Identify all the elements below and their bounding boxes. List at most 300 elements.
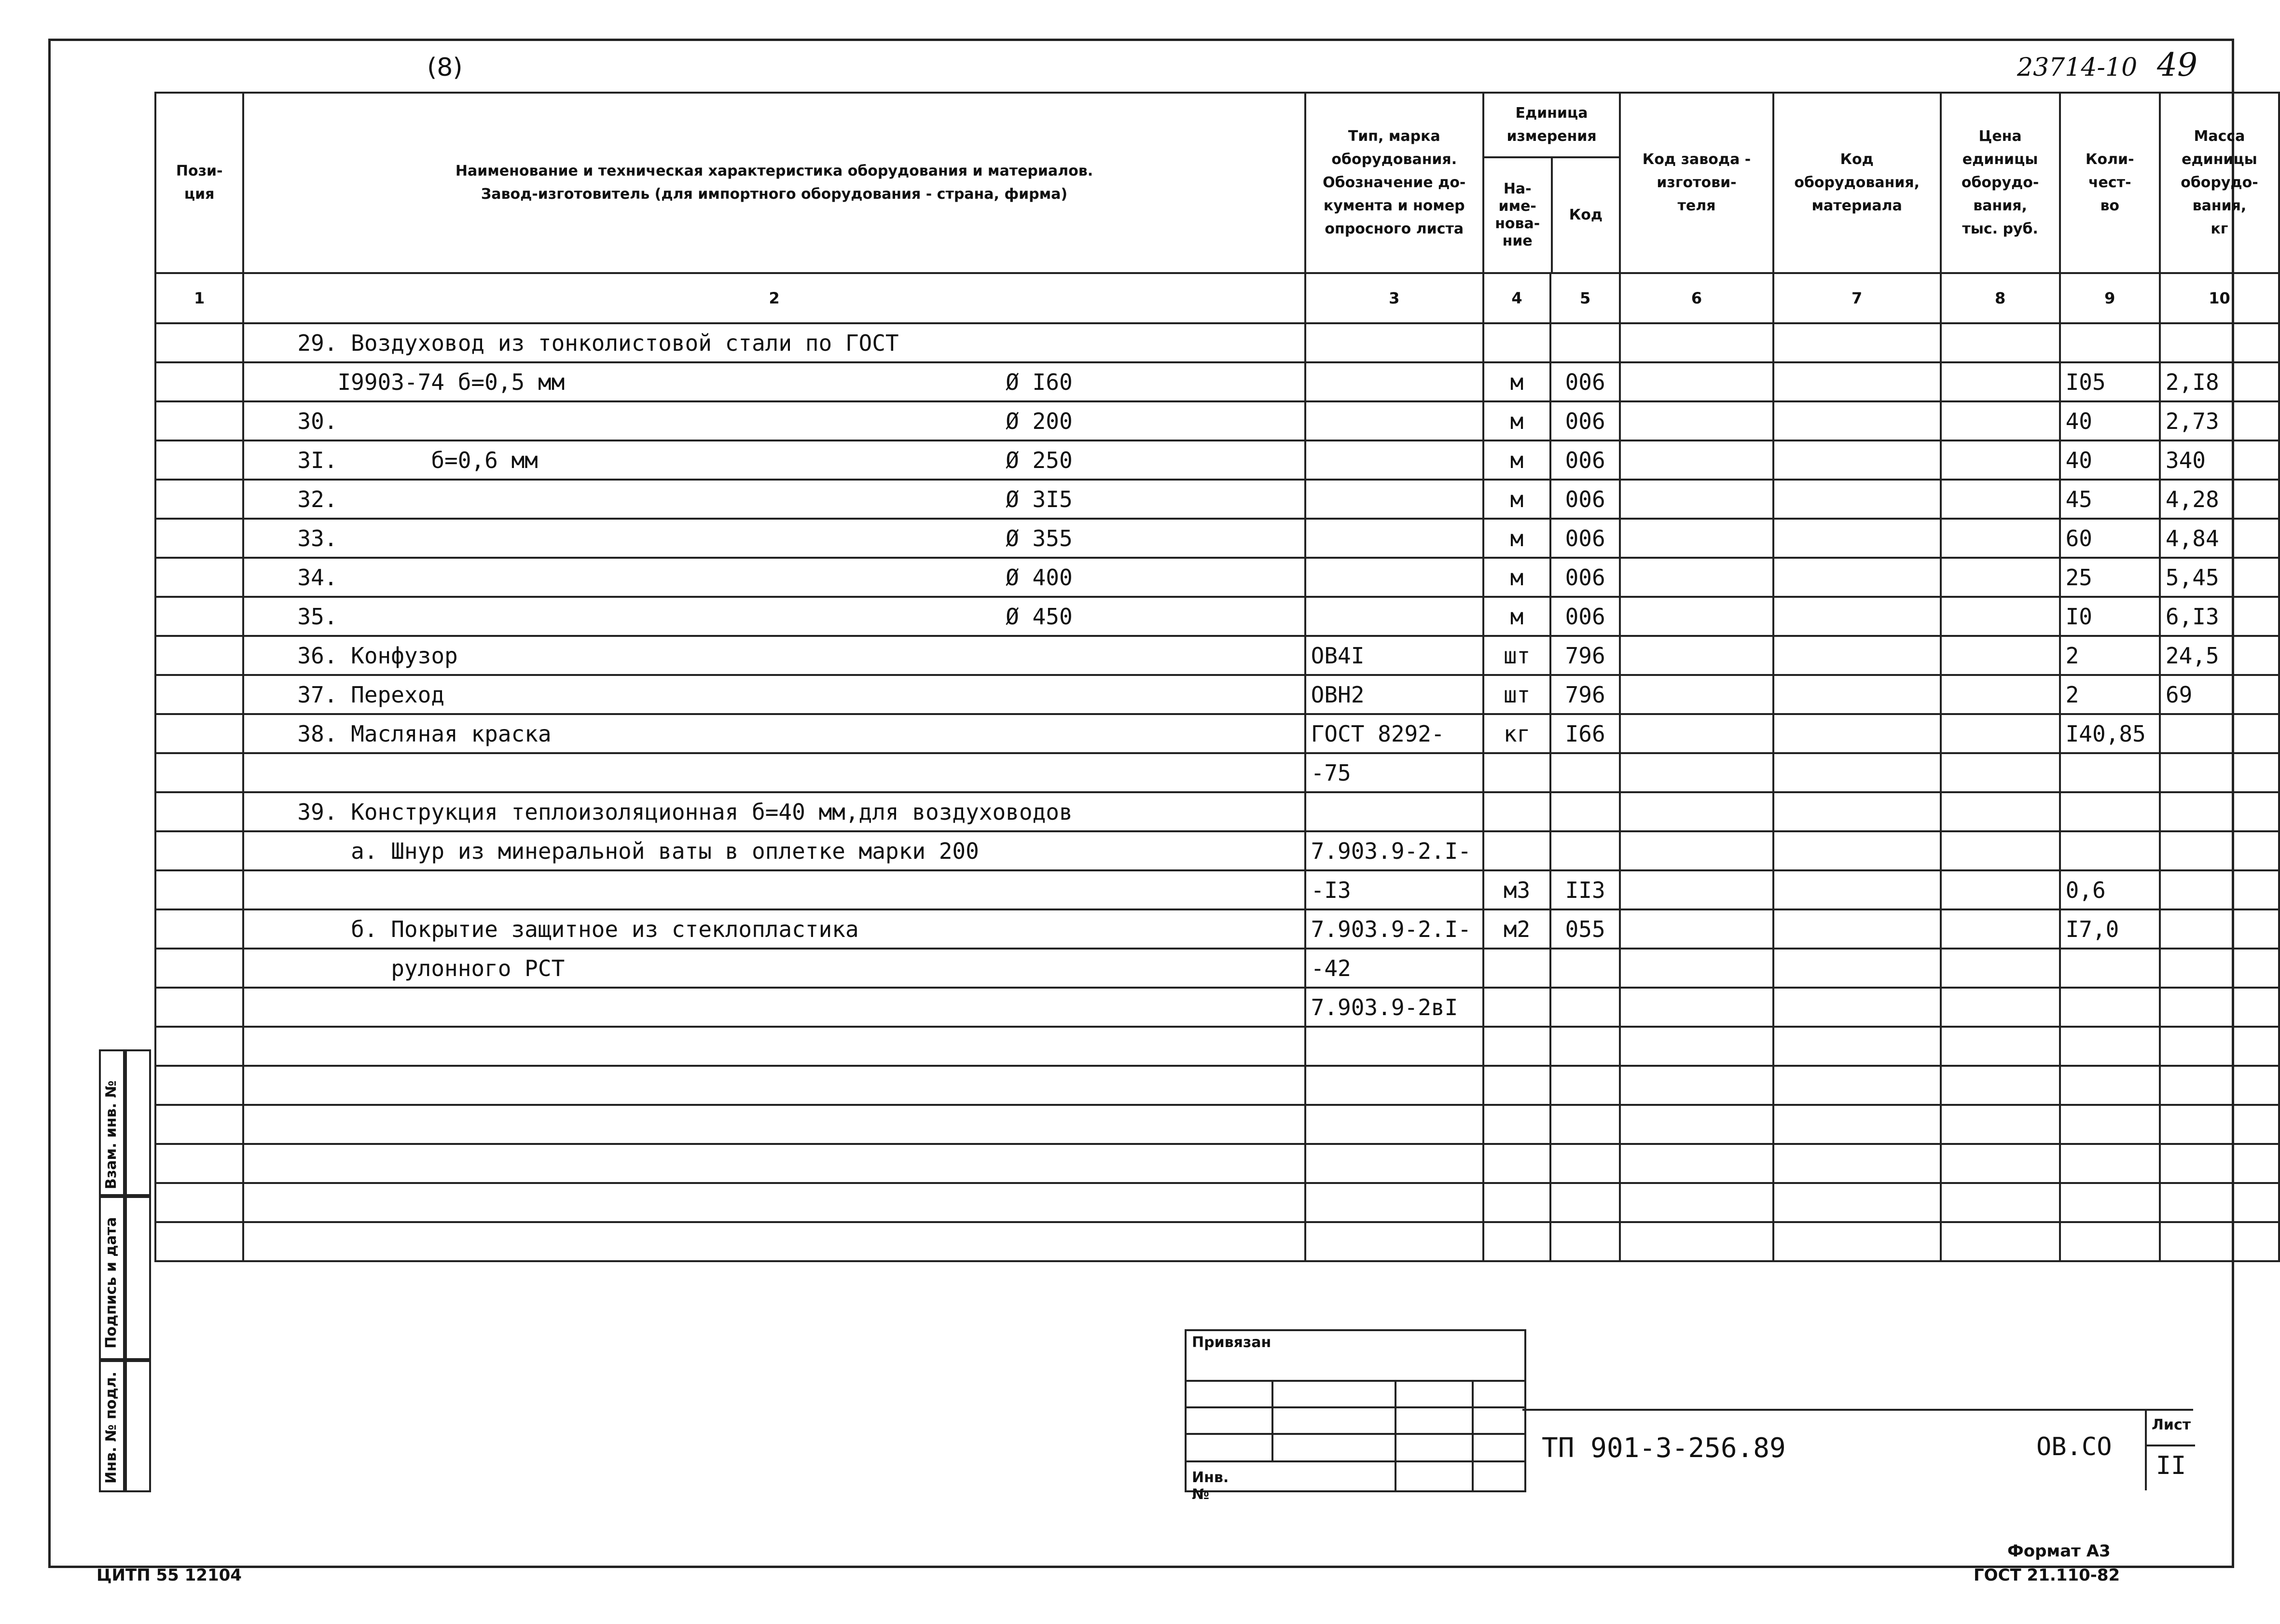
row-type-mark (1305, 1144, 1483, 1183)
header-equipment-code: Код оборудования, материала (1773, 93, 1941, 273)
row-description (243, 636, 1305, 675)
row-equipment-code (1773, 362, 1941, 401)
row-factory-code (1620, 988, 1773, 1027)
header-price: Цена единицы оборудо- вания, тыс. руб. (1941, 93, 2060, 273)
row-price (1941, 831, 2060, 870)
row-quantity: 25 (2060, 558, 2160, 597)
row-type-mark (1305, 362, 1483, 401)
row-mass (2160, 870, 2279, 909)
row-equipment-code (1773, 401, 1941, 440)
row-factory-code (1620, 519, 1773, 558)
row-mass: 2,73 (2160, 401, 2279, 440)
row-type-mark (1305, 1222, 1483, 1261)
row-description-text: 30. (297, 408, 338, 434)
row-unit-name (1483, 988, 1550, 1027)
row-price (1941, 870, 2060, 909)
column-number: 5 (1550, 273, 1620, 323)
row-unit-name (1483, 1066, 1550, 1105)
column-number: 3 (1305, 273, 1483, 323)
table-row (155, 870, 2279, 909)
row-type-mark: ГОСТ 8292- (1305, 714, 1483, 753)
row-mass (2160, 714, 2279, 753)
row-description (243, 792, 1305, 831)
row-factory-code (1620, 323, 1773, 362)
header-position: Пози- ция (155, 93, 243, 273)
row-factory-code (1620, 480, 1773, 519)
sheet-mark: ОВ.СО (2036, 1432, 2112, 1461)
page-number-handwritten: 49 (2157, 46, 2197, 83)
row-unit-name: шт (1483, 675, 1550, 714)
row-type-mark: 7.903.9-2.I- (1305, 831, 1483, 870)
row-mass: 340 (2160, 440, 2279, 480)
table-row (155, 675, 2279, 714)
row-quantity (2060, 1066, 2160, 1105)
row-equipment-code (1773, 909, 1941, 949)
row-type-mark: -42 (1305, 949, 1483, 988)
sheet-value: II (2147, 1445, 2195, 1480)
row-unit-name (1483, 949, 1550, 988)
row-type-mark (1305, 792, 1483, 831)
row-price (1941, 1027, 2060, 1066)
row-diameter: Ø 400 (1006, 564, 1073, 591)
row-factory-code (1620, 753, 1773, 792)
row-unit-name: м2 (1483, 909, 1550, 949)
row-unit-name (1483, 323, 1550, 362)
stamp-bound-label: Привязан (1192, 1334, 1271, 1351)
header-row (155, 93, 2279, 273)
row-mass: 69 (2160, 675, 2279, 714)
row-equipment-code (1773, 753, 1941, 792)
header-unit-code: Код (1569, 206, 1603, 223)
table-row (155, 1183, 2279, 1222)
row-mass (2160, 753, 2279, 792)
row-description (243, 519, 1305, 558)
table-row (155, 597, 2279, 636)
row-type-mark (1305, 401, 1483, 440)
row-factory-code (1620, 675, 1773, 714)
row-description-text: 33. (297, 525, 338, 551)
table-row (155, 1027, 2279, 1066)
row-equipment-code (1773, 1105, 1941, 1144)
row-mass (2160, 988, 2279, 1027)
row-mass: 5,45 (2160, 558, 2279, 597)
row-unit-code: 006 (1550, 558, 1620, 597)
row-unit-code (1550, 792, 1620, 831)
row-unit-name (1483, 1183, 1550, 1222)
row-price (1941, 440, 2060, 480)
row-unit-code: 006 (1550, 597, 1620, 636)
column-number: 1 (155, 273, 243, 323)
column-number: 8 (1941, 273, 2060, 323)
row-mass: 2,I8 (2160, 362, 2279, 401)
row-diameter (1073, 916, 1299, 942)
row-factory-code (1620, 1066, 1773, 1105)
row-unit-name: м (1483, 362, 1550, 401)
row-equipment-code (1773, 714, 1941, 753)
row-equipment-code (1773, 323, 1941, 362)
row-equipment-code (1773, 1222, 1941, 1261)
row-description (243, 440, 1305, 480)
row-quantity: 0,6 (2060, 870, 2160, 909)
table-row (155, 558, 2279, 597)
row-diameter: Ø I60 (1006, 369, 1073, 395)
row-equipment-code (1773, 870, 1941, 909)
row-factory-code (1620, 1222, 1773, 1261)
row-price (1941, 949, 2060, 988)
row-price (1941, 675, 2060, 714)
side-label-replaced-inv: Взам. инв. № (103, 1080, 120, 1189)
row-factory-code (1620, 1105, 1773, 1144)
header-mass: Масса единицы оборудо- вания, кг (2160, 93, 2279, 273)
row-position (155, 323, 243, 362)
row-unit-code: I66 (1550, 714, 1620, 753)
table-row (155, 988, 2279, 1027)
row-equipment-code (1773, 1183, 1941, 1222)
side-stamp-strip (99, 1049, 157, 1488)
row-quantity (2060, 753, 2160, 792)
stamp-inv-label: Инв. № (1192, 1469, 1229, 1503)
row-diameter: Ø 250 (1006, 447, 1073, 473)
row-description (243, 558, 1305, 597)
row-equipment-code (1773, 440, 1941, 480)
table-row (155, 519, 2279, 558)
row-type-mark (1305, 1027, 1483, 1066)
row-unit-name (1483, 1144, 1550, 1183)
row-description (243, 1183, 1305, 1222)
row-price (1941, 988, 2060, 1027)
row-description-text: 38. Масляная краска (297, 720, 552, 747)
row-description (243, 870, 1305, 909)
row-mass: 6,I3 (2160, 597, 2279, 636)
table-row (155, 831, 2279, 870)
row-position (155, 988, 243, 1027)
row-unit-code: II3 (1550, 870, 1620, 909)
row-unit-name: шт (1483, 636, 1550, 675)
row-diameter (1073, 955, 1299, 981)
row-type-mark: -75 (1305, 753, 1483, 792)
row-description (243, 675, 1305, 714)
row-position (155, 870, 243, 909)
row-unit-code: 006 (1550, 440, 1620, 480)
row-position (155, 1222, 243, 1261)
row-diameter (1073, 838, 1299, 864)
row-diameter: Ø 355 (1006, 525, 1073, 551)
row-mass (2160, 831, 2279, 870)
row-unit-name (1483, 753, 1550, 792)
row-unit-code: 796 (1550, 675, 1620, 714)
side-label-orig-inv: Инв. № подл. (103, 1371, 120, 1484)
row-quantity (2060, 1105, 2160, 1144)
row-type-mark: 7.903.9-2.I- (1305, 909, 1483, 949)
row-type-mark: -I3 (1305, 870, 1483, 909)
row-mass (2160, 949, 2279, 988)
row-diameter: Ø 450 (1006, 603, 1073, 630)
row-unit-code (1550, 988, 1620, 1027)
row-type-mark (1305, 519, 1483, 558)
row-price (1941, 714, 2060, 753)
table-row (155, 1066, 2279, 1105)
column-number: 6 (1620, 273, 1773, 323)
row-unit-code: 055 (1550, 909, 1620, 949)
row-equipment-code (1773, 949, 1941, 988)
row-description-text: 3I. б=0,6 мм (297, 447, 538, 473)
row-price (1941, 323, 2060, 362)
row-position (155, 714, 243, 753)
row-unit-name: м (1483, 597, 1550, 636)
row-position (155, 792, 243, 831)
row-unit-code: 006 (1550, 519, 1620, 558)
row-description (243, 1144, 1305, 1183)
row-price (1941, 1144, 2060, 1183)
row-quantity (2060, 1027, 2160, 1066)
row-factory-code (1620, 831, 1773, 870)
row-equipment-code (1773, 519, 1941, 558)
sheet-label: Лист (2152, 1417, 2191, 1433)
row-factory-code (1620, 1027, 1773, 1066)
row-description (243, 323, 1305, 362)
row-quantity (2060, 831, 2160, 870)
row-quantity: 40 (2060, 401, 2160, 440)
row-mass: 24,5 (2160, 636, 2279, 675)
row-quantity: I0 (2060, 597, 2160, 636)
header-quantity: Коли- чест- во (2060, 93, 2160, 273)
column-number: 2 (243, 273, 1305, 323)
row-mass (2160, 1027, 2279, 1066)
row-unit-name (1483, 1105, 1550, 1144)
row-factory-code (1620, 597, 1773, 636)
row-position (155, 519, 243, 558)
table-row (155, 1222, 2279, 1261)
header-unit-name: На- име- нова- ние (1495, 180, 1540, 249)
table-row (155, 909, 2279, 949)
row-type-mark (1305, 597, 1483, 636)
row-factory-code (1620, 1183, 1773, 1222)
row-quantity: 40 (2060, 440, 2160, 480)
sheet-number-box (2145, 1411, 2195, 1490)
row-position (155, 1183, 243, 1222)
row-description (243, 1105, 1305, 1144)
row-equipment-code (1773, 1027, 1941, 1066)
row-position (155, 831, 243, 870)
row-price (1941, 362, 2060, 401)
row-position (155, 1144, 243, 1183)
specification-table (154, 92, 2280, 1262)
row-position (155, 480, 243, 519)
row-description (243, 949, 1305, 988)
row-type-mark (1305, 1066, 1483, 1105)
row-diameter (1073, 721, 1299, 747)
row-equipment-code (1773, 1066, 1941, 1105)
row-diameter (1073, 682, 1299, 708)
row-equipment-code (1773, 480, 1941, 519)
row-mass: 4,84 (2160, 519, 2279, 558)
row-quantity: I7,0 (2060, 909, 2160, 949)
row-price (1941, 1105, 2060, 1144)
row-mass (2160, 792, 2279, 831)
row-diameter (1073, 799, 1299, 825)
row-description (243, 480, 1305, 519)
row-quantity (2060, 792, 2160, 831)
row-quantity: 45 (2060, 480, 2160, 519)
row-factory-code (1620, 909, 1773, 949)
row-type-mark (1305, 1183, 1483, 1222)
table-row (155, 440, 2279, 480)
row-factory-code (1620, 362, 1773, 401)
row-quantity (2060, 1183, 2160, 1222)
row-type-mark: ОВ4I (1305, 636, 1483, 675)
row-price (1941, 519, 2060, 558)
row-position (155, 440, 243, 480)
row-unit-code: 006 (1550, 480, 1620, 519)
row-unit-code (1550, 1222, 1620, 1261)
row-equipment-code (1773, 792, 1941, 831)
title-block (1522, 1409, 2193, 1490)
row-quantity (2060, 1222, 2160, 1261)
row-price (1941, 1183, 2060, 1222)
row-unit-code (1550, 1066, 1620, 1105)
row-mass (2160, 1105, 2279, 1144)
row-unit-name: м (1483, 558, 1550, 597)
row-unit-code (1550, 949, 1620, 988)
column-number: 4 (1483, 273, 1550, 323)
table-row (155, 949, 2279, 988)
row-description (243, 988, 1305, 1027)
row-factory-code (1620, 792, 1773, 831)
row-quantity: I40,85 (2060, 714, 2160, 753)
row-description (243, 714, 1305, 753)
row-factory-code (1620, 949, 1773, 988)
row-description-text: рулонного РСТ (297, 955, 565, 981)
row-description-text: б. Покрытие защитное из стеклопластика (297, 916, 859, 942)
row-price (1941, 558, 2060, 597)
header-factory-code: Код завода - изготови- теля (1620, 93, 1773, 273)
row-unit-name (1483, 1027, 1550, 1066)
row-description (243, 1066, 1305, 1105)
row-position (155, 1027, 243, 1066)
row-unit-code: 006 (1550, 362, 1620, 401)
row-diameter: Ø 200 (1006, 408, 1073, 434)
table-row (155, 636, 2279, 675)
sheet-number: (8) (427, 53, 463, 82)
row-unit-name (1483, 792, 1550, 831)
row-quantity (2060, 988, 2160, 1027)
row-unit-name (1483, 831, 1550, 870)
header-name: Наименование и техническая характеристика оборудования и материалов. Завод-изготовитель (для импортного оборудования - страна, фирма) (243, 93, 1305, 273)
row-quantity (2060, 949, 2160, 988)
row-type-mark (1305, 440, 1483, 480)
row-type-mark (1305, 558, 1483, 597)
project-code: ТП 901-3-256.89 (1542, 1432, 1786, 1464)
row-equipment-code (1773, 597, 1941, 636)
row-unit-code (1550, 1027, 1620, 1066)
row-unit-code (1550, 1144, 1620, 1183)
format-label: Формат А3 (2007, 1541, 2111, 1561)
row-mass (2160, 1222, 2279, 1261)
row-price (1941, 480, 2060, 519)
row-description (243, 831, 1305, 870)
row-type-mark (1305, 1105, 1483, 1144)
side-label-signature-date: Подпись и дата (103, 1217, 120, 1349)
row-description-text: 36. Конфузор (297, 642, 458, 669)
row-unit-code (1550, 323, 1620, 362)
row-unit-name: м (1483, 401, 1550, 440)
row-mass (2160, 909, 2279, 949)
row-description-text: 32. (297, 486, 338, 512)
row-type-mark (1305, 323, 1483, 362)
column-number-row (155, 273, 2279, 323)
table-row (155, 1144, 2279, 1183)
header-unit-title: Единица измерения (1506, 105, 1597, 145)
row-position (155, 362, 243, 401)
row-position (155, 636, 243, 675)
row-factory-code (1620, 636, 1773, 675)
row-position (155, 753, 243, 792)
row-quantity: 2 (2060, 636, 2160, 675)
row-mass (2160, 1066, 2279, 1105)
row-unit-name (1483, 1222, 1550, 1261)
table-row (155, 323, 2279, 362)
row-equipment-code (1773, 1144, 1941, 1183)
column-number: 10 (2160, 273, 2279, 323)
row-factory-code (1620, 440, 1773, 480)
column-number: 7 (1773, 273, 1941, 323)
row-position (155, 675, 243, 714)
row-unit-name: м (1483, 480, 1550, 519)
row-type-mark: 7.903.9-2вI (1305, 988, 1483, 1027)
row-description (243, 909, 1305, 949)
header-unit-group (1483, 93, 1620, 273)
row-description (243, 753, 1305, 792)
table-row (155, 714, 2279, 753)
row-description-text: а. Шнур из минеральной ваты в оплетке марки 200 (297, 838, 979, 864)
row-equipment-code (1773, 831, 1941, 870)
row-description-text: I9903-74 б=0,5 мм (297, 369, 565, 395)
row-unit-code (1550, 1183, 1620, 1222)
row-factory-code (1620, 1144, 1773, 1183)
row-diameter (1073, 330, 1299, 356)
row-price (1941, 909, 2060, 949)
row-unit-code (1550, 831, 1620, 870)
row-price (1941, 597, 2060, 636)
column-number: 9 (2060, 273, 2160, 323)
row-unit-code (1550, 753, 1620, 792)
row-description (243, 1222, 1305, 1261)
table-row (155, 362, 2279, 401)
table-row (155, 401, 2279, 440)
row-price (1941, 636, 2060, 675)
row-price (1941, 753, 2060, 792)
row-unit-name: м (1483, 519, 1550, 558)
row-diameter: Ø 3I5 (1006, 486, 1073, 512)
row-position (155, 909, 243, 949)
row-type-mark: ОВН2 (1305, 675, 1483, 714)
row-description (243, 401, 1305, 440)
row-position (155, 1066, 243, 1105)
row-mass: 4,28 (2160, 480, 2279, 519)
row-price (1941, 401, 2060, 440)
row-description-text: 39. Конструкция теплоизоляционная б=40 мм,для воздуховодов (297, 798, 1073, 825)
row-equipment-code (1773, 636, 1941, 675)
table-row (155, 480, 2279, 519)
row-description (243, 597, 1305, 636)
row-unit-code: 006 (1550, 401, 1620, 440)
row-description-text: 37. Переход (297, 681, 445, 708)
header-type: Тип, марка оборудования. Обозначение до- кумента и номер опросного листа (1305, 93, 1483, 273)
row-type-mark (1305, 480, 1483, 519)
row-mass (2160, 323, 2279, 362)
row-price (1941, 1066, 2060, 1105)
row-position (155, 597, 243, 636)
